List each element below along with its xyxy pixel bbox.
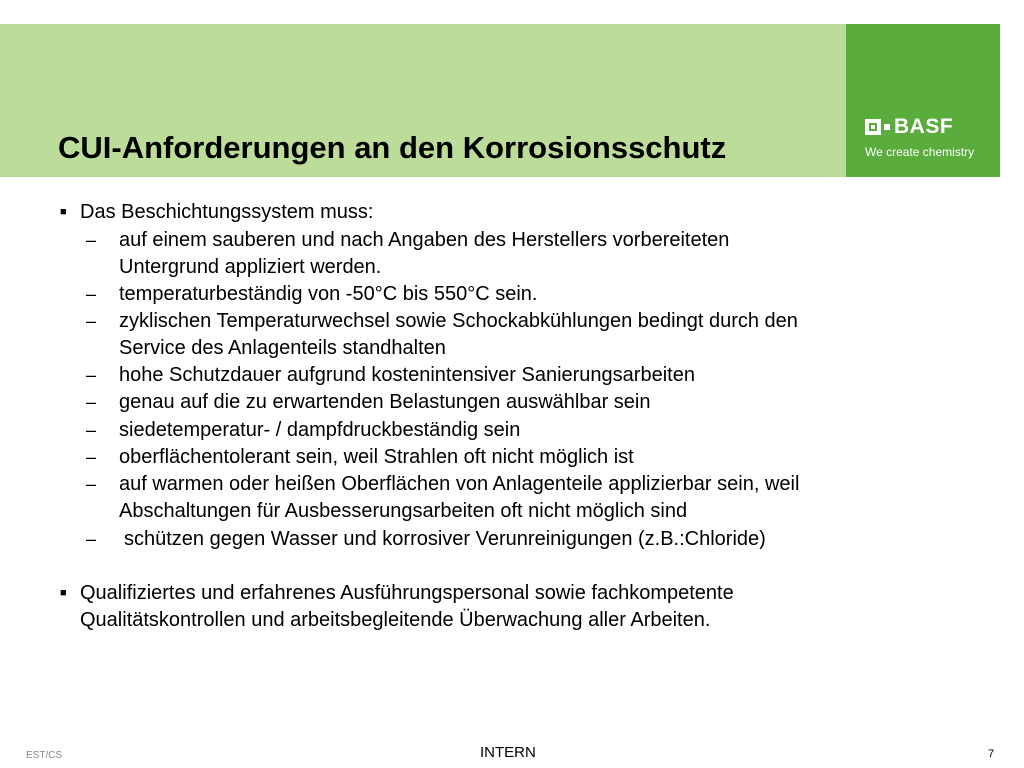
- basf-logo-mark: [865, 115, 954, 138]
- sub-item-text: Untergrund appliziert werden.: [119, 256, 382, 278]
- bullet-text: Qualifiziertes und erfahrenes Ausführungspersonal sowie fachkompetente: [80, 582, 734, 604]
- dash-icon: –: [86, 230, 97, 250]
- logo-wordmark: BASF: [894, 115, 954, 138]
- sub-item-text: auf einem sauberen und nach Angaben des Herstellers vorbereiteten: [119, 229, 730, 251]
- dash-icon: –: [86, 529, 97, 549]
- bullet-square-icon: ■: [60, 587, 67, 599]
- sub-item-text: temperaturbeständig von -50°C bis 550°C sein.: [119, 283, 538, 305]
- dash-icon: –: [86, 365, 97, 385]
- bullet-square-icon: ■: [60, 206, 67, 218]
- sub-item-text: siedetemperatur- / dampfdruckbeständig sein: [119, 419, 521, 441]
- bullet-text: Das Beschichtungssystem muss:: [80, 201, 374, 223]
- sub-item-text: Service des Anlagenteils standhalten: [119, 337, 446, 359]
- dash-icon: –: [86, 284, 97, 304]
- sub-item-text: schützen gegen Wasser und korrosiver Verunreinigungen (z.B.:Chloride): [124, 528, 766, 550]
- basf-logo: [846, 24, 1000, 177]
- page-number: 7: [988, 748, 995, 760]
- footer-classification: INTERN: [480, 744, 536, 761]
- dash-icon: –: [86, 420, 97, 440]
- sub-item-text: oberflächentolerant sein, weil Strahlen oft nicht möglich ist: [119, 446, 634, 468]
- logo-tagline: We create chemistry: [865, 145, 975, 159]
- dash-icon: –: [86, 392, 97, 412]
- sub-item-text: Abschaltungen für Ausbesserungsarbeiten oft nicht möglich sind: [119, 500, 688, 522]
- dash-icon: –: [86, 447, 97, 467]
- sub-item-text: auf warmen oder heißen Oberflächen von Anlagenteile applizierbar sein, weil: [119, 473, 800, 495]
- bullet-text: Qualitätskontrollen und arbeitsbegleitende Überwachung aller Arbeiten.: [80, 609, 711, 631]
- dash-icon: –: [86, 311, 97, 331]
- sub-item-text: hohe Schutzdauer aufgrund kostenintensiver Sanierungsarbeiten: [119, 364, 695, 386]
- slide-title: CUI-Anforderungen an den Korrosionsschutz: [58, 130, 727, 165]
- sub-item-text: zyklischen Temperaturwechsel sowie Schockabkühlungen bedingt durch den: [119, 310, 798, 332]
- footer-department: EST/CS: [26, 750, 63, 761]
- dash-icon: –: [86, 474, 97, 494]
- sub-item-text: genau auf die zu erwartenden Belastungen auswählbar sein: [119, 391, 651, 413]
